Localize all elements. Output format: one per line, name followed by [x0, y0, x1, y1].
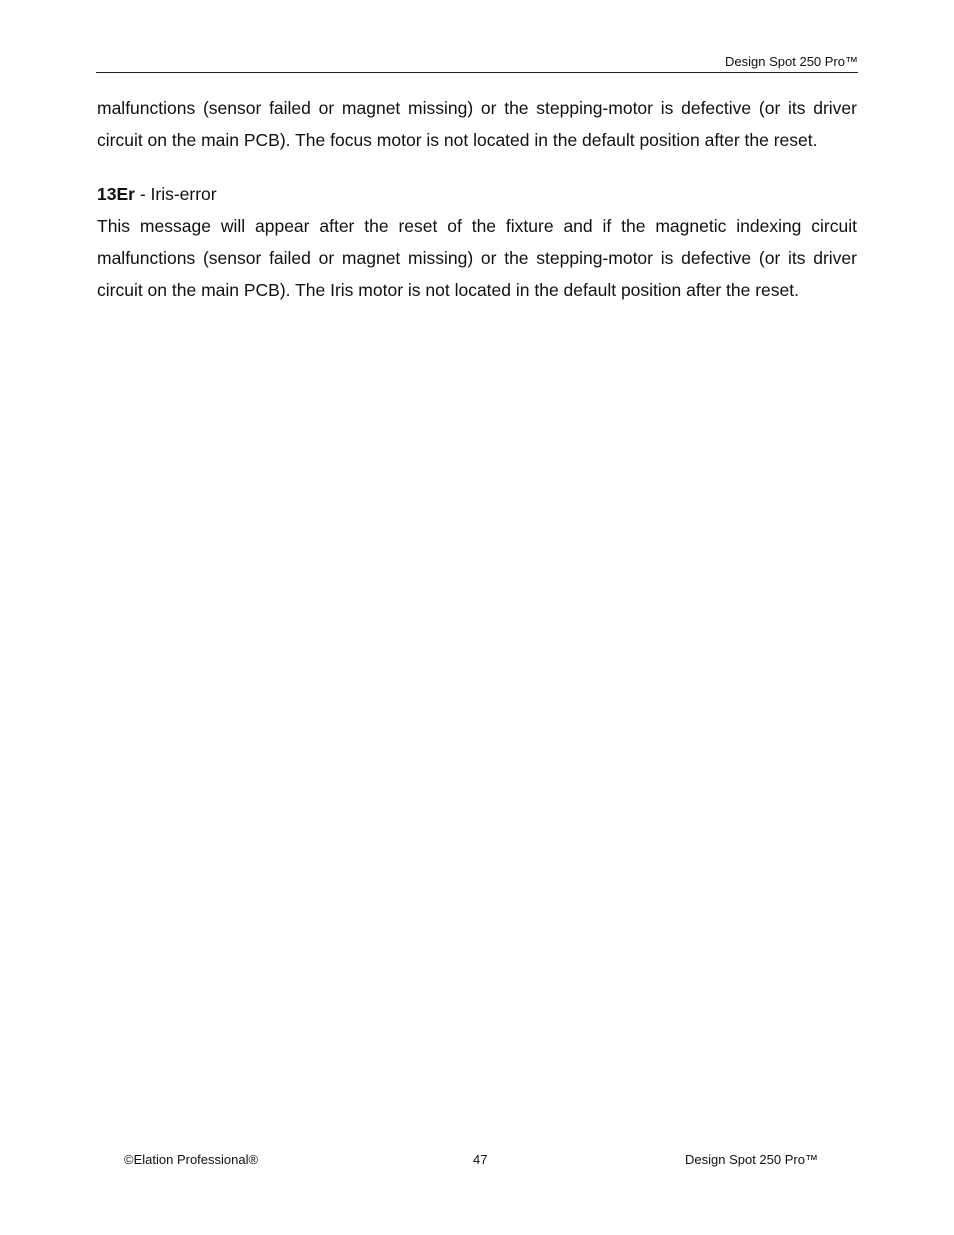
footer-copyright: ©Elation Professional® [124, 1152, 259, 1167]
document-body [97, 92, 857, 307]
footer-page-number: 47 [473, 1152, 488, 1167]
footer-product-title: Design Spot 250 Pro™ [685, 1152, 818, 1167]
section-heading [97, 178, 857, 210]
header-product-title: Design Spot 250 Pro™ [725, 54, 858, 69]
error-title: - Iris-error [134, 183, 217, 204]
continued-paragraph: malfunctions (sensor failed or magnet missing) or the stepping-motor is defective (or its driver circuit on the main PCB). The focus motor is not located in the default position after the reset. [97, 98, 857, 151]
running-header [96, 52, 858, 73]
section-paragraph: This message will appear after the reset of the fixture and if the magnetic indexing circuit malfunctions (sensor failed or magnet missing) or the stepping-motor is defective (or its driver circuit on the main PCB). The Iris motor is not located in the default position after the reset. [97, 215, 857, 301]
error-code: 13Er [97, 183, 135, 204]
